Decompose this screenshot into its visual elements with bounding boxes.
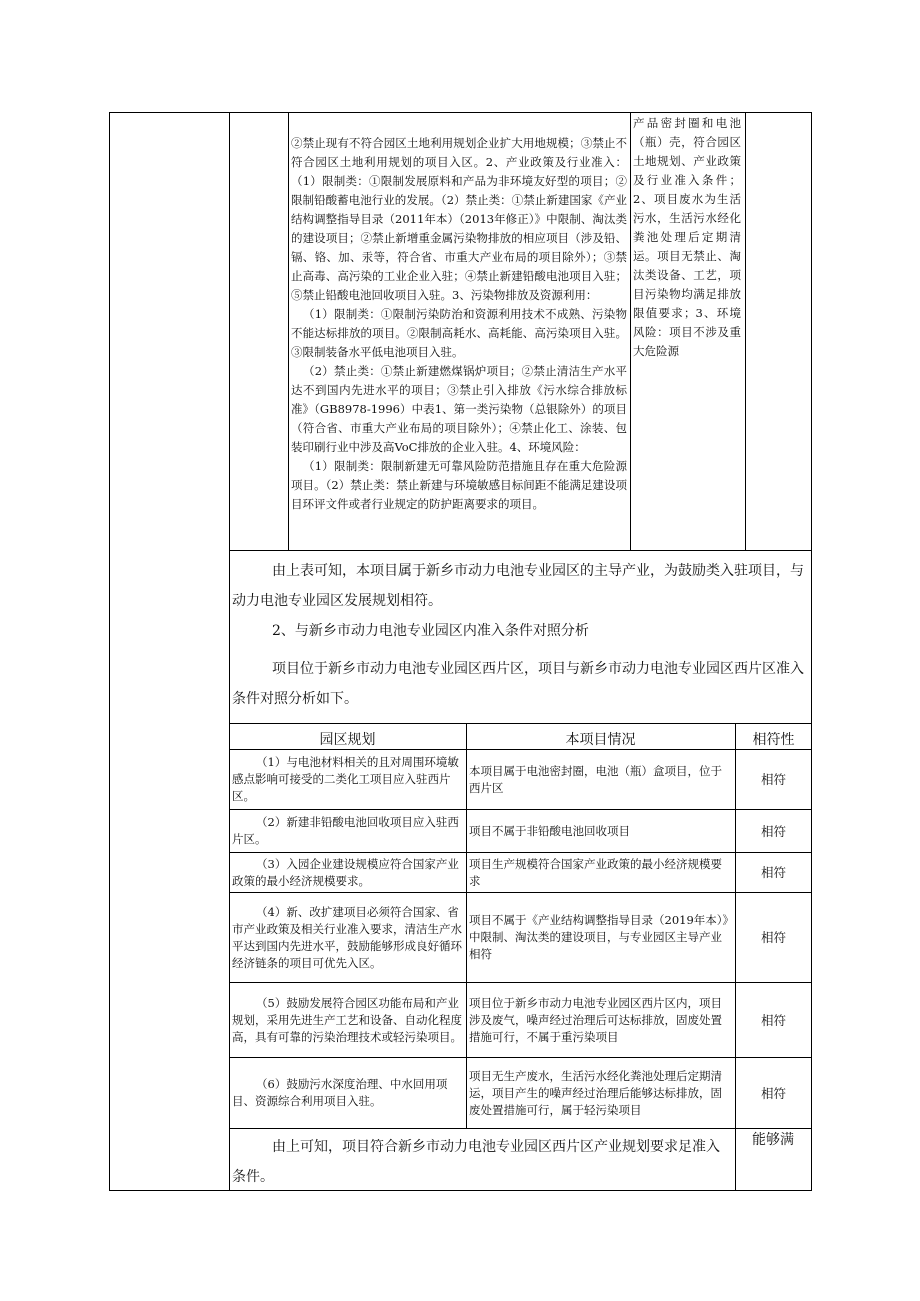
row-1-conformity-text: 相符 [760, 772, 786, 787]
row-5-conformity [735, 983, 812, 1057]
conclusion-paragraph-1: 由上表可知，本项目属于新乡市动力电池专业园区的主导产业，为鼓励类入驻项目，与动力电池专业园区发展规划相符。 [232, 563, 804, 609]
row-5-plan-text: （5）鼓励发展符合园区功能布局和产业规划，采用先进生产工艺和设备、自动化程度高，具有可靠的污染治理技术或轻污染项目。 [232, 995, 462, 1044]
row-4-plan [232, 893, 464, 982]
row-2-project-text: 项目不属于非铅酸电池回收项目 [469, 823, 630, 838]
row-2-plan-text: （2）新建非铅酸电池回收项目应入驻西片区。 [232, 815, 459, 846]
row-6-conformity [735, 1058, 812, 1128]
row-6-project [469, 1058, 733, 1128]
row-6-conformity-text: 相符 [760, 1085, 786, 1101]
upper-middle-para-2: （1）限制类：①限制污染防治和资源利用技术不成熟、污染物不能达标排放的项目。②限制高耗水、高耗能、高污染项目入驻。③限制装备水平低电池项目入驻。 [291, 307, 627, 359]
row-1-plan-text: （1）与电池材料相关的且对周围环境敏感点影响可接受的二类化工项目应入驻西片区。 [232, 755, 459, 803]
intro-paragraph-3: 项目位于新乡市动力电池专业园区西片区，项目与新乡市动力电池专业园区西片区准入条件对照分析如下。 [232, 661, 804, 707]
header-park-plan: 园区规划 [319, 732, 376, 748]
header-conformity: 相符性 [752, 732, 795, 748]
lower-table-top [229, 723, 812, 724]
upper-middle-para-3: （2）禁止类：①禁止新建燃煤锅炉项目；②禁止清洁生产水平达不到国内先进水平的项目；③禁止引入排放《污水综合排放标准》（GB8978-1996）中表1、第一类污染物（总银除外）的项目（符合省、市重大产业布局的项目除外）；④禁止化工、涂装、包装印刷行业中涉及高VoC排放的企业入驻。4、环境风险： [291, 364, 627, 454]
upper-divider-3 [745, 112, 746, 551]
row-5-project [469, 983, 733, 1057]
lower-divider-1 [466, 723, 467, 1128]
row-line-6 [229, 1128, 812, 1129]
upper-middle-para-1: ②禁止现有不符合园区土地利用规划企业扩大用地规模；③禁止不符合园区土地利用规划的项目入区。2、产业政策及行业准入：（1）限制类：①限制发展原料和产品为非环境友好型的项目；②限制铅酸蓄电池行业的发展。（2）禁止类：①禁止新建国家《产业结构调整指导目录（2011年本）（2013年修正）》中限制、淘汰类的建设项目；②禁止新增重金属污染物排放的相应项目（涉及铅、镉、铬、加、汞等，符合省、市重大产业布局的项目除外）；③禁止高毒、高污染的工业企业入驻；④禁止新建铅酸电池项目入驻；⑤禁止铅酸电池回收项目入驻。3、污染物排放及资源利用： [291, 136, 627, 302]
row-5-project-text: 项目位于新乡市动力电池专业园区西片区内，项目涉及废气，噪声经过治理后可达标排放，固废处置措施可行，不属于重污染项目 [469, 995, 722, 1044]
row-6-project-text: 项目无生产废水，生活污水经化粪池处理后定期清运，项目产生的噪声经过治理后能够达标排放，固废处置措施可行，属于轻污染项目 [469, 1068, 722, 1117]
header-project-status: 本项目情况 [565, 732, 636, 748]
row-3-plan [232, 853, 464, 892]
row-4-project [469, 893, 733, 982]
row-3-project-text: 项目生产规模符合国家产业政策的最小经济规模要求 [469, 856, 722, 888]
row-4-project-text: 项目不属于《产业结构调整指导目录（2019年本）》中限制、淘汰类的建设项目，与专业园区主导产业相符 [469, 913, 729, 961]
upper-table-bottom [229, 550, 812, 551]
row-5-conformity-text: 相符 [760, 1012, 786, 1028]
row-1-plan [232, 750, 464, 809]
upper-middle-para-4: （1）限制类：限制新建无可靠风险防范措施且存在重大危险源项目。（2）禁止类：禁止新建与环境敏感目标间距不能满足建设项目环评文件或者行业规定的防护距离要求的项目。 [291, 459, 627, 511]
upper-divider-1 [288, 112, 289, 551]
lower-conclusion-result: 能够满 [752, 1132, 794, 1148]
upper-divider-2 [630, 112, 631, 551]
row-3-plan-text: （3）入园企业建设规模应符合国家产业政策的最小经济规模要求。 [232, 856, 459, 888]
row-1-project [469, 750, 733, 809]
row-3-conformity-text: 相符 [760, 865, 786, 880]
upper-right-cell: 产品密封圈和电池（瓶）壳，符合园区土地规划、产业政策及行业准入条件；2、项目废水为生活污水，生活污水经化粪池处理后定期清运。项目无禁止、淘汰类设备、工艺，项目污染物均满足排放限值要求；3、环境风险：项目不涉及重大危险源 [633, 116, 741, 358]
row-3-conformity [735, 853, 812, 892]
row-1-conformity [735, 750, 812, 809]
section-heading-2: 2、与新乡市动力电池专业园区内准入条件对照分析 [272, 623, 589, 639]
left-column-divider [229, 112, 230, 1191]
row-4-plan-text: （4）新、改扩建项目必须符合国家、省市产业政策及相关行业准入要求，清洁生产水平达到国内先进水平，鼓励能够形成良好循环经济链条的项目可优先入区。 [232, 904, 462, 970]
row-2-project [469, 810, 733, 852]
upper-middle-cell [291, 134, 627, 514]
row-2-plan [232, 810, 464, 852]
row-2-conformity-text: 相符 [760, 823, 786, 839]
row-5-plan [232, 983, 464, 1057]
lower-conclusion: 由上可知，项目符合新乡市动力电池专业园区西片区产业规划要求足准入条件。 [232, 1139, 720, 1185]
row-2-conformity [735, 810, 812, 852]
row-3-project [469, 853, 733, 892]
row-6-plan-text: （6）鼓励污水深度治理、中水回用项目、资源综合利用项目入驻。 [232, 1077, 448, 1108]
row-1-project-text: 本项目属于电池密封圈，电池（瓶）盒项目，位于西片区 [469, 763, 722, 795]
row-4-conformity [735, 893, 812, 982]
row-4-conformity-text: 相符 [760, 930, 786, 945]
row-6-plan [232, 1058, 464, 1128]
